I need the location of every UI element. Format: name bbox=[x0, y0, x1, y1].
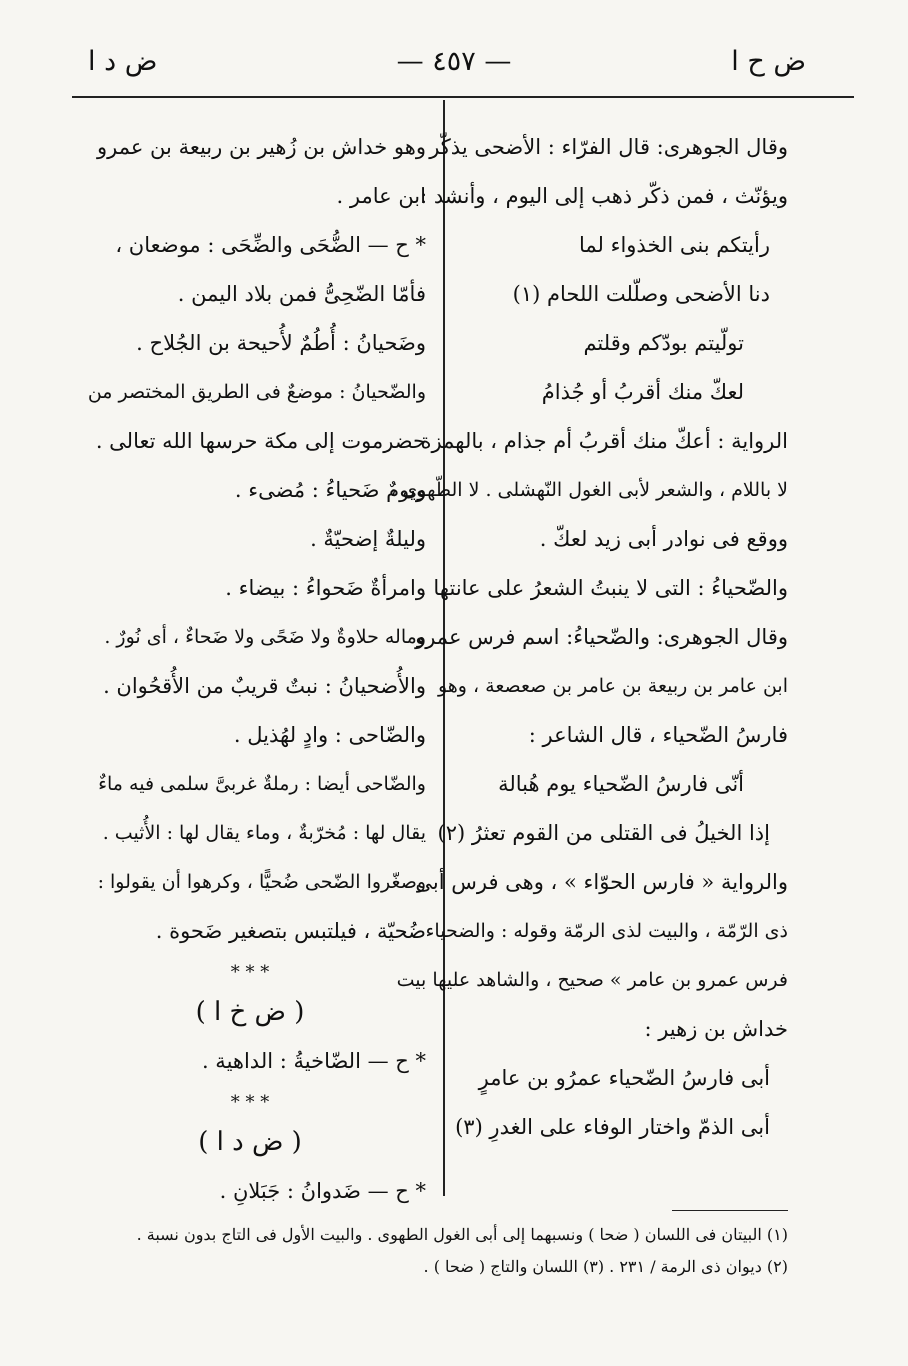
left-column bbox=[74, 126, 426, 1219]
verse-line: لعكّ منك أقربُ أو جُذامُ bbox=[541, 380, 744, 404]
verse-line: إذا الخيلُ فى القتلى من القوم تعثرُ (٢) bbox=[437, 821, 770, 845]
text-line: فأمّا الضّحِىُّ فمن بلاد اليمن . bbox=[177, 282, 426, 306]
header-rule bbox=[72, 96, 854, 98]
text-line: والضّاحى : وادٍ لهُذيل . bbox=[233, 723, 426, 747]
text-line: وهو خداش بن زُهير بن ربيعة بن عمرو bbox=[96, 135, 426, 159]
page-header-right: ض ح ا bbox=[731, 46, 806, 77]
text-line: ابن عامر . bbox=[336, 184, 426, 208]
text-line: ووقع فى نوادر أبى زيد لعكّ . bbox=[539, 527, 788, 551]
text-line: ويومٌ ضَحياءُ : مُضىء . bbox=[234, 478, 426, 502]
section-divider: * * * bbox=[230, 1092, 270, 1113]
footnote: (٢) ديوان ذى الرمة / ٢٣١ . (٣) اللسان والتاج ( ضحا ) . bbox=[423, 1257, 788, 1276]
page-header-left: ض د ا bbox=[88, 46, 158, 77]
text-line: ويؤنّث ، فمن ذكّر ذهب إلى اليوم ، وأنشد : bbox=[420, 184, 788, 208]
text-line: فرس عمرو بن عامر » صحيح ، والشاهد عليها بيت bbox=[396, 969, 788, 991]
entry-line: * ح — الضّاخيةُ : الداهية . bbox=[201, 1049, 426, 1073]
text-line: والضّحياءُ : التى لا ينبتُ الشعرُ على عانتها . bbox=[420, 576, 788, 600]
text-line: ابن عامر بن ربيعة بن عامر بن صعصعة ، وهو bbox=[437, 675, 788, 697]
text-line: خداش بن زهير : bbox=[644, 1017, 788, 1041]
verse-line: أبى الذمّ واختار الوفاء على الغدرِ (٣) bbox=[455, 1115, 770, 1139]
text-line: وقال الجوهرى: والضّحياءُ: اسم فرس عمرو bbox=[415, 625, 788, 649]
section-divider: * * * bbox=[230, 962, 270, 983]
text-line: ذى الرّمّة ، والبيت لذى الرمّة وقوله : والضحياء bbox=[425, 920, 788, 942]
text-line: يقال لها : مُخرّبةٌ ، وماء يقال لها : الأُثيب . bbox=[102, 822, 426, 844]
text-line: حضرموت إلى مكة حرسها الله تعالى . bbox=[95, 429, 426, 453]
text-line: وقال الجوهرى: قال الفرّاء : الأضحى يذكّر bbox=[429, 135, 788, 159]
text-line: وصغّروا الضّحى ضُحيًّا ، وكرهوا أن يقولوا : bbox=[97, 871, 426, 893]
verse-line: تولّيتم بودّكم وقلتم bbox=[583, 331, 744, 355]
verse-line: دنا الأضحى وصلّلت اللحام (١) bbox=[512, 282, 770, 306]
text-line: لا باللام ، والشعر لأبى الغول النّهشلى . لا الطّهوى ، bbox=[390, 479, 788, 501]
section-heading: ( ض د ا ) bbox=[198, 1127, 302, 1157]
footnote: (١) البيتان فى اللسان ( ضحا ) ونسبهما إلى أبى الغول الطهوى . والبيت الأول فى التاج بدون نسبة . bbox=[136, 1225, 788, 1244]
right-column bbox=[390, 126, 788, 1155]
verse-line: أبى فارسُ الضّحياء عمرُو بن عامرٍ bbox=[478, 1066, 770, 1090]
text-line: والضّحيانُ : موضعٌ فى الطريق المختصر من bbox=[87, 381, 426, 403]
text-line: وضَحيانُ : أُطُمٌ لأُحيحة بن الجُلاح . bbox=[136, 331, 426, 355]
section-heading: ( ض خ ا ) bbox=[195, 997, 305, 1027]
footnote-rule bbox=[672, 1210, 788, 1211]
text-line: ضُحيّة ، فيلتبس بتصغير ضَحوة . bbox=[155, 919, 426, 943]
text-line: وامرأةٌ ضَحواءُ : بيضاء . bbox=[225, 576, 426, 600]
text-line: والأُضحيانُ : نبتٌ قريبٌ من الأُقحُوان . bbox=[103, 674, 426, 698]
text-line: فارسُ الضّحياء ، قال الشاعر : bbox=[528, 723, 788, 747]
entry-line: * ح — الضُّحَى والضِّحَى : موضعان ، bbox=[115, 233, 426, 257]
text-line: وماله حلاوةٌ ولا ضَحًى ولا ضَحاءٌ ، أى نُورٌ . bbox=[104, 626, 426, 648]
text-line: الرواية : أعكّ منك أقربُ أم جذام ، بالهمزة bbox=[420, 429, 788, 453]
verse-line: رأيتكم بنى الخذواء لما bbox=[578, 233, 770, 257]
text-line: والضّاحى أيضا : رملةٌ غربىَّ سلمى فيه ماءٌ bbox=[98, 773, 426, 795]
verse-line: أنّى فارسُ الضّحياء يوم هُبالة bbox=[498, 772, 744, 796]
text-line: وليلةٌ إضحيّةٌ . bbox=[310, 527, 426, 551]
page-number: — ٤٥٧ — bbox=[396, 46, 512, 77]
text-line: والرواية « فارس الحوّاء » ، وهى فرس أبى bbox=[415, 870, 788, 894]
entry-line: * ح — ضَدوانُ : جَبَلانِ . bbox=[219, 1179, 426, 1203]
